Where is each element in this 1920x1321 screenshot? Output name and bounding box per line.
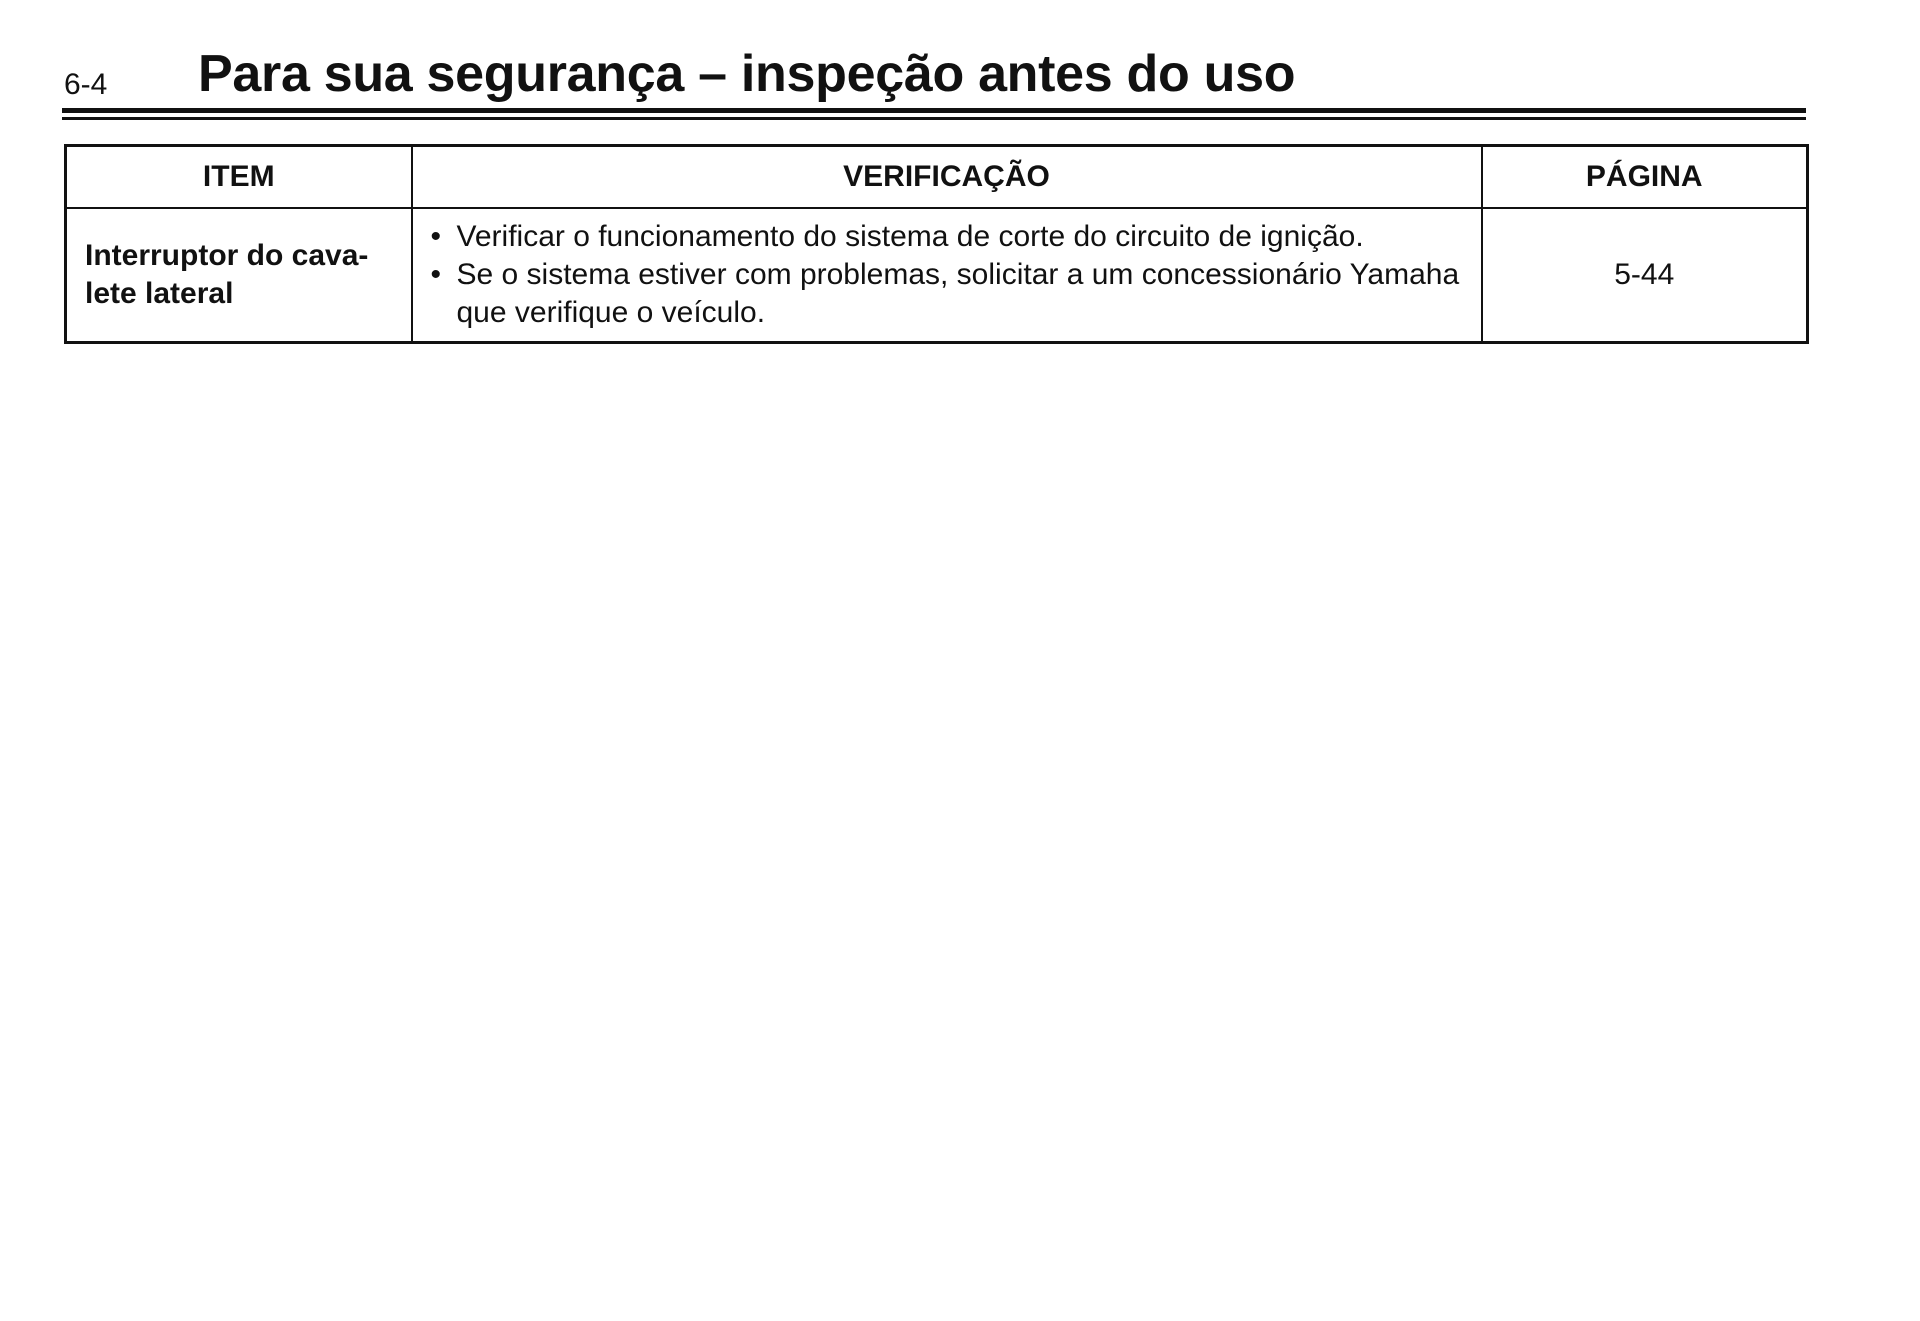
page-title: Para sua segurança – inspeção antes do uso	[198, 45, 1296, 103]
verification-list	[429, 218, 1467, 332]
page-number: 6-4	[64, 68, 108, 101]
bullet-icon: •	[430, 220, 442, 253]
column-header-item: ITEM	[66, 146, 412, 209]
verification-item	[429, 218, 1467, 256]
column-header-page: PÁGINA	[1482, 146, 1808, 209]
verification-cell	[412, 208, 1482, 343]
bullet-icon: •	[430, 258, 442, 291]
item-cell	[66, 208, 412, 343]
item-name-line2: lete lateral	[85, 277, 234, 310]
verification-item	[429, 256, 1467, 332]
page-reference-cell: 5-44	[1482, 208, 1808, 343]
item-name-line1: Interruptor do cava-	[85, 239, 369, 272]
verification-text: Verificar o funcionamento do sistema de corte do circuito de ignição.	[456, 220, 1364, 253]
verification-text: Se o sistema estiver com problemas, solicitar a um concessionário Yamaha que verifique o veículo.	[456, 258, 1460, 329]
table-header-row	[66, 146, 1808, 209]
page-header	[62, 44, 1806, 122]
inspection-table	[64, 144, 1809, 344]
header-rule-thin	[62, 117, 1806, 120]
table-row	[66, 208, 1808, 343]
header-rule-thick	[62, 108, 1806, 113]
column-header-verification: VERIFICAÇÃO	[412, 146, 1482, 209]
